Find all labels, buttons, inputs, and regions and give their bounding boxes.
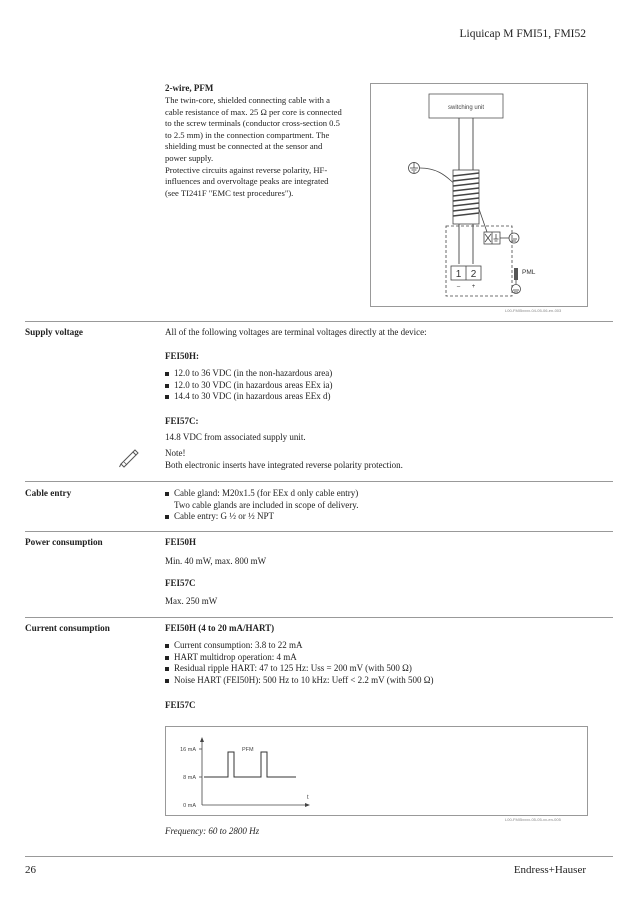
plus-label: + [471, 284, 476, 290]
wiring-line: to 2.5 mm) in the connection compartment. The [165, 129, 330, 140]
wiring-line: to the screw terminals (conductor cross-section 0.5 [165, 118, 340, 129]
pfm-figure [165, 726, 588, 816]
ground-symbol-icon [409, 162, 420, 174]
page-number: 26 [25, 864, 36, 876]
wiring-line: shielding must be connected at the sensor and [165, 141, 323, 152]
document-header: Liquicap M FMI51, FMI52 [459, 28, 586, 40]
cable-gland-note: Two cable glands are included in scope of delivery. [174, 499, 359, 510]
pml-ground-icon [512, 285, 521, 294]
wiring-line: power supply. [165, 152, 214, 163]
section-divider [25, 321, 613, 322]
wiring-line: Protective circuits against reverse polarity, HF- [165, 164, 328, 175]
pfm-signal-line [204, 752, 296, 777]
list-item: Current consumption: 3.8 to 22 mA [165, 640, 433, 652]
cable-entry-list [165, 488, 358, 523]
y-tick-16ma: 16 mA [180, 747, 196, 753]
pfm-figure-code: L00-FMI5xxxx-05-05-xx-en-005 [505, 817, 561, 822]
wiring-description [165, 95, 365, 199]
current-consumption-label: Current consumption [25, 623, 110, 633]
section-divider [25, 617, 613, 618]
list-item: HART multidrop operation: 4 mA [165, 652, 433, 664]
terminal-2-label: 2 [470, 269, 477, 280]
t-axis-label: t [307, 795, 309, 801]
list-item: Noise HART (FEI50H): 500 Hz to 10 kHz: Ueff < 2.2 mV (with 500 Ω) [165, 675, 433, 687]
footer-divider [25, 856, 613, 857]
power-fei57c-value: Max. 250 mW [165, 596, 218, 606]
cable-entry-label: Cable entry [25, 488, 72, 498]
wiring-title: 2-wire, PFM [165, 83, 214, 93]
wiring-figure-code: L00-FMI5xxxx-04-05-06-en-003 [505, 308, 562, 313]
y-tick-0ma: 0 mA [183, 803, 196, 809]
list-item: 12.0 to 30 VDC (in hazardous areas EEx ia) [165, 380, 333, 392]
pencil-note-icon [118, 446, 140, 468]
fei57c-heading: FEI57C: [165, 416, 199, 426]
ground-terminal-icon [484, 232, 500, 244]
power-fei57c-heading: FEI57C [165, 578, 196, 588]
switching-unit-label: switching unit [447, 105, 485, 111]
note-text: Both electronic inserts have integrated reverse polarity protection. [165, 460, 403, 470]
terminal-1-label: 1 [455, 269, 462, 280]
power-consumption-label: Power consumption [25, 537, 103, 547]
y-tick-8ma: 8 mA [183, 775, 196, 781]
list-item: 14.4 to 30 VDC (in hazardous areas EEx d) [165, 391, 333, 403]
wiring-figure [370, 83, 588, 307]
section-divider [25, 531, 613, 532]
pml-sensor [514, 268, 518, 280]
pfm-diagram [166, 727, 587, 815]
fei50h-voltage-list [165, 368, 333, 403]
wiring-line: cable resistance of max. 25 Ω per core is connected [165, 106, 342, 117]
supply-voltage-label: Supply voltage [25, 327, 83, 337]
list-item: Cable entry: G ½ or ½ NPT [165, 511, 358, 523]
list-subitem [165, 500, 358, 512]
pml-label: PML [522, 269, 536, 276]
wiring-line: (see TI241F "EMC test procedures"). [165, 187, 294, 198]
shield-wire [420, 168, 455, 184]
cable-gland-icon [453, 170, 479, 224]
pfm-label: PFM [242, 747, 254, 753]
minus-label: – [456, 284, 461, 290]
power-fei50h-value: Min. 40 mW, max. 800 mW [165, 556, 267, 566]
power-fei50h-heading: FEI50H [165, 537, 197, 547]
list-item: Cable gland: M20x1.5 (for EEx d only cable entry) [165, 488, 358, 500]
note-title: Note! [165, 448, 186, 458]
fei50h-heading: FEI50H: [165, 351, 200, 361]
list-item: 12.0 to 36 VDC (in the non-hazardous area) [165, 368, 333, 380]
frequency-caption: Frequency: 60 to 2800 Hz [165, 826, 260, 836]
y-axis-arrow [200, 737, 204, 742]
current-fei57c-heading: FEI57C [165, 700, 196, 710]
wiring-line: influences and overvoltage peaks are integrated [165, 176, 329, 187]
x-axis-arrow [305, 803, 310, 807]
current-fei50h-heading: FEI50H (4 to 20 mA/HART) [165, 623, 275, 633]
section-divider [25, 481, 613, 482]
current-consumption-list [165, 640, 433, 686]
supply-voltage-intro: All of the following voltages are terminal voltages directly at the device: [165, 327, 427, 337]
wiring-line: The twin-core, shielded connecting cable with a [165, 95, 330, 105]
brand-name: Endress+Hauser [513, 864, 586, 876]
fei57c-voltage: 14.8 VDC from associated supply unit. [165, 432, 306, 442]
list-item: Residual ripple HART: 47 to 125 Hz: Uss = 200 mV (with 500 Ω) [165, 663, 433, 675]
wiring-diagram [371, 84, 587, 306]
external-ground-icon [500, 233, 519, 243]
